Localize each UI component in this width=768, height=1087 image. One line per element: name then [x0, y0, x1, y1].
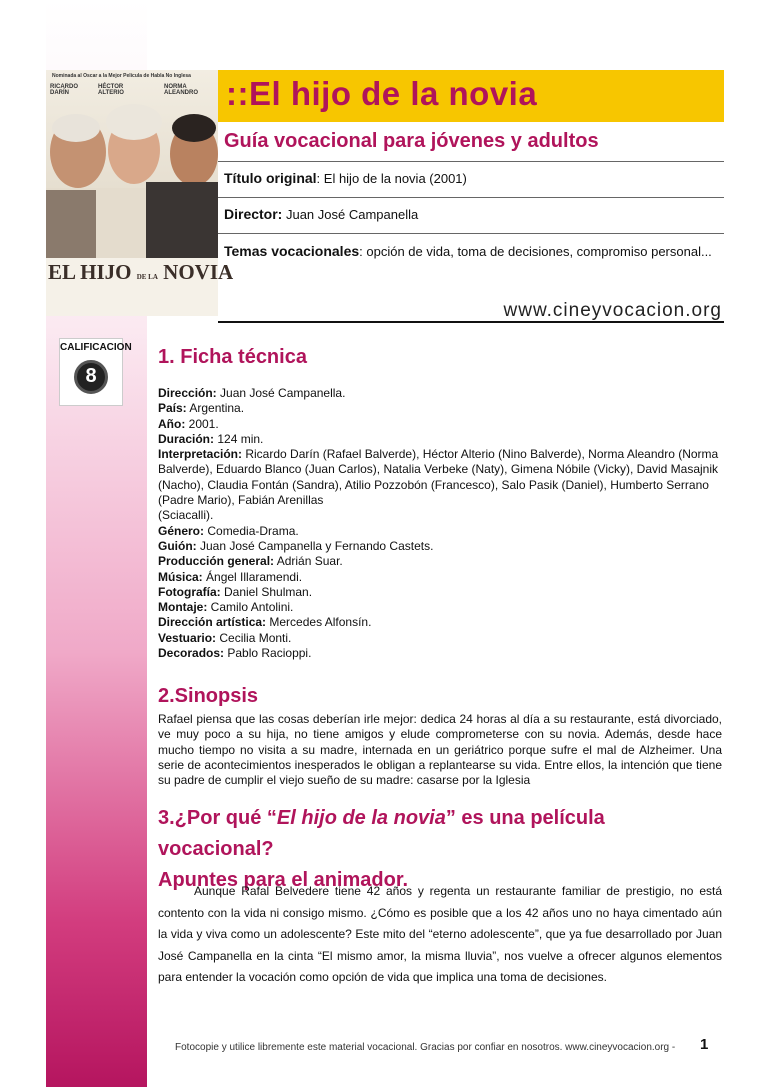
ficha-value: Argentina.	[186, 401, 245, 416]
ficha-row	[158, 646, 723, 661]
original-title	[224, 168, 719, 189]
director-value: Juan José Campanella	[282, 207, 419, 222]
ficha-row	[158, 600, 723, 615]
divider	[218, 161, 724, 162]
sinopsis-text: Rafael piensa que las cosas deberían irle mejor: dedica 24 horas al día a su restaurante, está divorciado, ve muy poco a su hija, no tiene amigos y elude comprometerse con su novia. Además, desde hace mucho tiempo no visita a su madre, internada en un geriátrico porque sufre el mal de Alzheimer. Una serie de acontecimientos inesperados le obligan a replantearse su vida. Entre ellos, la intención que tiene su padre de cumplir el viejo sueño de su madre: casarse por la Iglesia	[158, 712, 722, 788]
ficha-value: Camilo Antolini.	[207, 600, 294, 615]
website-underline	[218, 321, 724, 323]
ficha-value: Juan José Campanella.	[216, 386, 346, 400]
ficha-label: Dirección artística:	[158, 615, 267, 630]
ficha-row	[158, 447, 723, 508]
ficha-row	[158, 570, 723, 585]
ficha-label: Fotografía:	[158, 584, 221, 599]
themes-label: Temas vocacionales	[224, 243, 360, 259]
ficha-label: Música:	[158, 569, 203, 584]
rating-label: CALIFICACION	[60, 342, 132, 353]
page-subtitle: Guía vocacional para jóvenes y adultos	[224, 130, 599, 152]
poster-award: Nominada al Oscar a la Mejor Película de Habla No Inglesa	[52, 73, 191, 79]
ficha-row	[158, 524, 723, 539]
ficha-value: Mercedes Alfonsín.	[266, 615, 372, 630]
ficha-value: Ricardo Darín (Rafael Balverde), Héctor Alterio (Nino Balverde), Norma Aleandro (Norma Balverde), Eduardo Blanco (Juan Carlos), Natalia Verbeke (Naty), Gimena Nóbile (Vicky), David Masajnik (Nacho), Claudia Fontán (Sandra), Atilio Pozzobón (Francesco), Salo Pasik (Daniel), Humberto Serrano (Padre Mario), Fabián Arenillas	[158, 447, 719, 508]
ficha-value: Ángel Illaramendi.	[202, 569, 303, 584]
ficha-value: Juan José Campanella y Fernando Castets.	[196, 538, 434, 553]
director-label: Director:	[224, 206, 283, 222]
ficha-row	[158, 401, 723, 416]
ficha-value: Comedia-Drama.	[204, 523, 299, 538]
poster-actor-3: NORMA ALEANDRO	[164, 84, 198, 96]
ficha-row	[158, 539, 723, 554]
ficha-value: 2001.	[185, 416, 219, 431]
apuntes-text	[158, 881, 722, 989]
original-title-label: Título original	[224, 170, 317, 186]
ficha-label: Dirección:	[158, 386, 217, 400]
section-sinopsis-title: 2.Sinopsis	[158, 685, 259, 707]
ficha-row	[158, 386, 723, 401]
apuntes-title-line2: Apuntes para el animador.	[158, 869, 409, 891]
ficha-label: Guión:	[158, 538, 197, 553]
ficha-label: Vestuario:	[158, 630, 217, 645]
ficha-value: Cecilia Monti.	[216, 630, 292, 645]
ficha-row	[158, 508, 723, 523]
ficha-label: Interpretación:	[158, 447, 243, 462]
director	[224, 204, 719, 225]
ficha-value: Pablo Racioppi.	[224, 646, 312, 661]
poster-title-part2: NOVIA	[163, 260, 234, 284]
divider	[218, 233, 724, 234]
poster-title-part1: EL HIJO	[48, 260, 132, 284]
ficha-label: País:	[158, 401, 187, 416]
website-link[interactable]: www.cineyvocacion.org	[503, 300, 722, 321]
poster-title	[48, 260, 234, 285]
ficha-row	[158, 615, 723, 630]
ficha-row	[158, 554, 723, 569]
page-number: 1	[700, 1036, 709, 1053]
ficha-row	[158, 417, 723, 432]
divider	[218, 197, 724, 198]
original-title-value: : El hijo de la novia (2001)	[316, 171, 467, 186]
ficha-label: Género:	[158, 523, 205, 538]
vocational-themes	[224, 241, 719, 262]
poster-actor-1: RICARDO DARÍN	[50, 84, 78, 96]
ficha-row	[158, 585, 723, 600]
ficha-label: Montaje:	[158, 600, 208, 615]
poster-actor-2: HÉCTOR ALTERIO	[98, 84, 124, 96]
movie-poster	[46, 70, 234, 316]
page-title: ::El hijo de la novia	[226, 75, 538, 112]
themes-value: : opción de vida, toma de decisiones, compromiso personal...	[359, 244, 712, 259]
section-ficha-title: 1. Ficha técnica	[158, 346, 307, 368]
apuntes-title-prefix: 3.¿Por qué “	[158, 807, 277, 829]
apuntes-title-italic: El hijo de la novia	[276, 807, 446, 829]
ficha-value: Adrián Suar.	[274, 554, 343, 569]
ficha-label: Decorados:	[158, 646, 225, 661]
apuntes-body: Aunque Rafal Belvedere tiene 42 años y regenta un restaurante familiar de prestigio, no está contento con la vida ni consigo mismo. ¿Cómo es posible que a los 42 años uno no haya cimentado aún la vida y viva como un adolescente? Este mito del “eterno adolescente”, que ya fue desarrollado por Juan José Campanella en la cinta “El mismo amor, la misma lluvia”, nos vuelve a ofrecer algunos elementos para entender la vocación como opción de vida que implica una toma de decisiones.	[158, 884, 722, 984]
rating-badge	[59, 338, 132, 406]
ficha-row	[158, 432, 723, 447]
ficha-value: (Sciacalli).	[158, 508, 214, 523]
ficha-label: Duración:	[158, 431, 215, 446]
apuntes-title-suffix: ” es una película vocacional?	[158, 807, 605, 860]
ficha-value: Daniel Shulman.	[220, 584, 313, 599]
ficha-tecnica	[158, 386, 723, 661]
ficha-value: 124 min.	[214, 431, 264, 446]
poster-title-de: DE LA	[136, 273, 158, 281]
rating-value: 8	[85, 365, 97, 387]
ficha-label: Año:	[158, 416, 186, 431]
ficha-row	[158, 631, 723, 646]
footer-text: Fotocopie y utilice libremente este material vocacional. Gracias por confiar en nosotros. www.cineyvocacion.org -	[175, 1042, 676, 1053]
ficha-label: Producción general:	[158, 554, 275, 569]
